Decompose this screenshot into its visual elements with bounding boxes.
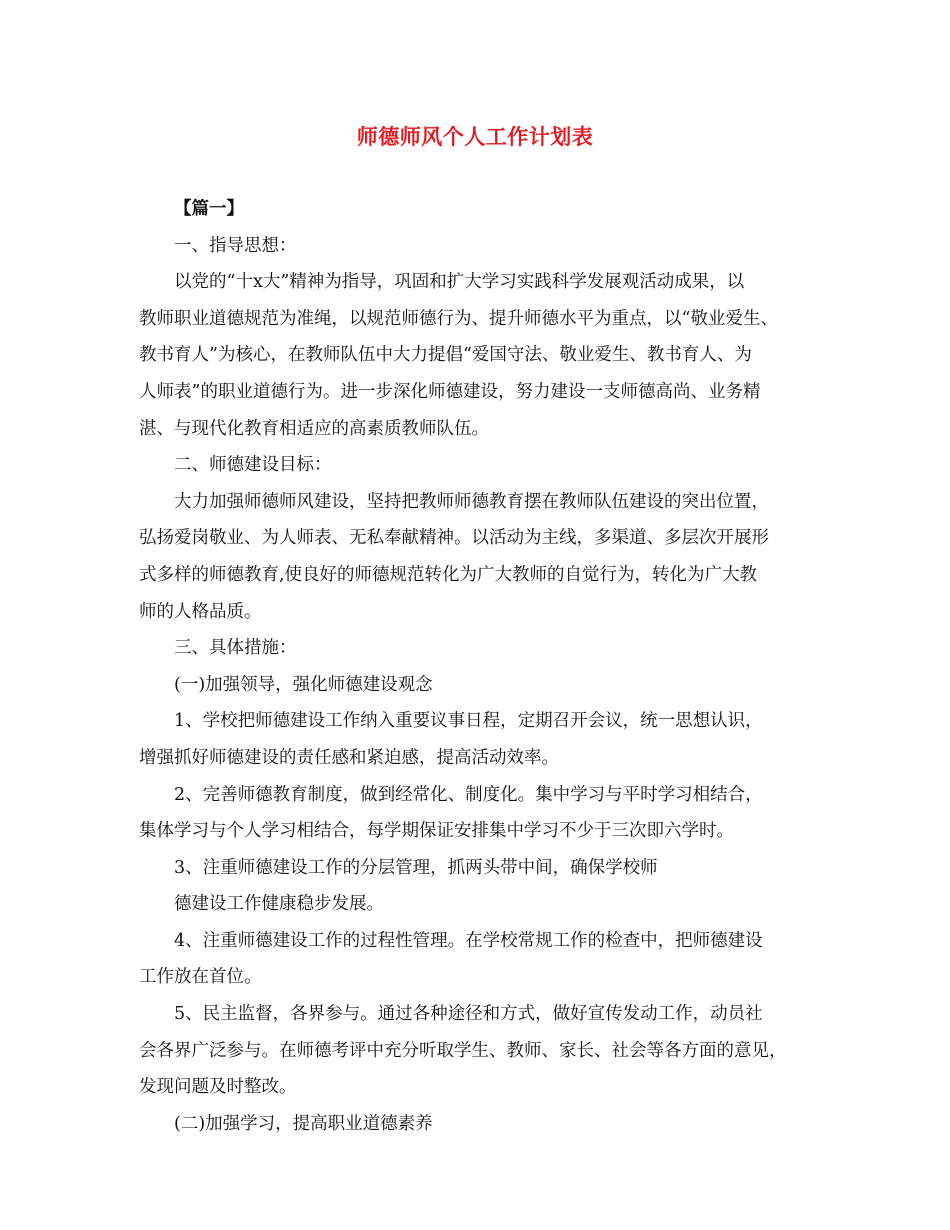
body-line: 师的人格品质。 (139, 601, 262, 622)
body-line: (一)加强领导，强化师德建设观念 (174, 674, 433, 695)
body-line: 三、具体措施： (174, 638, 297, 659)
body-line: 式多样的师德教育,使良好的师德规范转化为广大教师的自觉行为，转化为广大教 (139, 564, 758, 585)
body-line: 教书育人”为核心，在教师队伍中大力提倡“爱国守法、敬业爱生、教书育人、为 (139, 345, 752, 366)
body-line: 集体学习与个人学习相结合，每学期保证安排集中学习不少于三次即六学时。 (139, 821, 734, 842)
document-body (139, 191, 829, 1142)
body-line: 二、师德建设目标： (174, 455, 332, 476)
body-line: 2、完善师德教育制度，做到经常化、制度化。集中学习与平时学习相结合， (174, 784, 763, 805)
body-line: 以党的“十x大”精神为指导，巩固和扩大学习实践科学发展观活动成果，以 (174, 272, 745, 293)
body-line: 大力加强师德师风建设，坚持把教师师德教育摆在教师队伍建设的突出位置， (174, 491, 769, 512)
body-line: 5、民主监督，各界参与。通过各种途径和方式，做好宣传发动工作，动员社 (174, 1004, 763, 1025)
body-line: 【篇一】 (174, 199, 244, 219)
body-line: 1、学校把师德建设工作纳入重要议事日程，定期召开会议，统一思想认识， (174, 711, 763, 732)
body-line: 弘扬爱岗敬业、为人师表、无私奉献精神。以活动为主线，多渠道、多层次开展形 (139, 528, 769, 549)
body-line: 德建设工作健康稳步发展。 (174, 894, 384, 915)
body-line: 3、注重师德建设工作的分层管理，抓两头带中间，确保学校师 (174, 857, 658, 878)
body-line: 湛、与现代化教育相适应的高素质教师队伍。 (139, 418, 489, 439)
body-line: (二)加强学习，提高职业道德素养 (174, 1113, 433, 1134)
body-line: 4、注重师德建设工作的过程性管理。在学校常规工作的检查中，把师德建设 (174, 930, 763, 951)
body-line: 人师表”的职业道德行为。进一步深化师德建设，努力建设一支师德高尚、业务精 (139, 381, 761, 402)
body-line: 教师职业道德规范为准绳，以规范师德行为、提升师德水平为重点，以“敬业爱生、 (139, 308, 778, 329)
body-line: 发现问题及时整改。 (139, 1077, 297, 1098)
body-line: 工作放在首位。 (139, 967, 262, 988)
body-line: 增强抓好师德建设的责任感和紧迫感，提高活动效率。 (139, 747, 559, 768)
document-title: 师德师风个人工作计划表 (356, 125, 594, 149)
body-line: 会各界广泛参与。在师德考评中充分听取学生、教师、家长、社会等各方面的意见， (139, 1040, 787, 1061)
body-line: 一、指导思想： (174, 235, 297, 256)
